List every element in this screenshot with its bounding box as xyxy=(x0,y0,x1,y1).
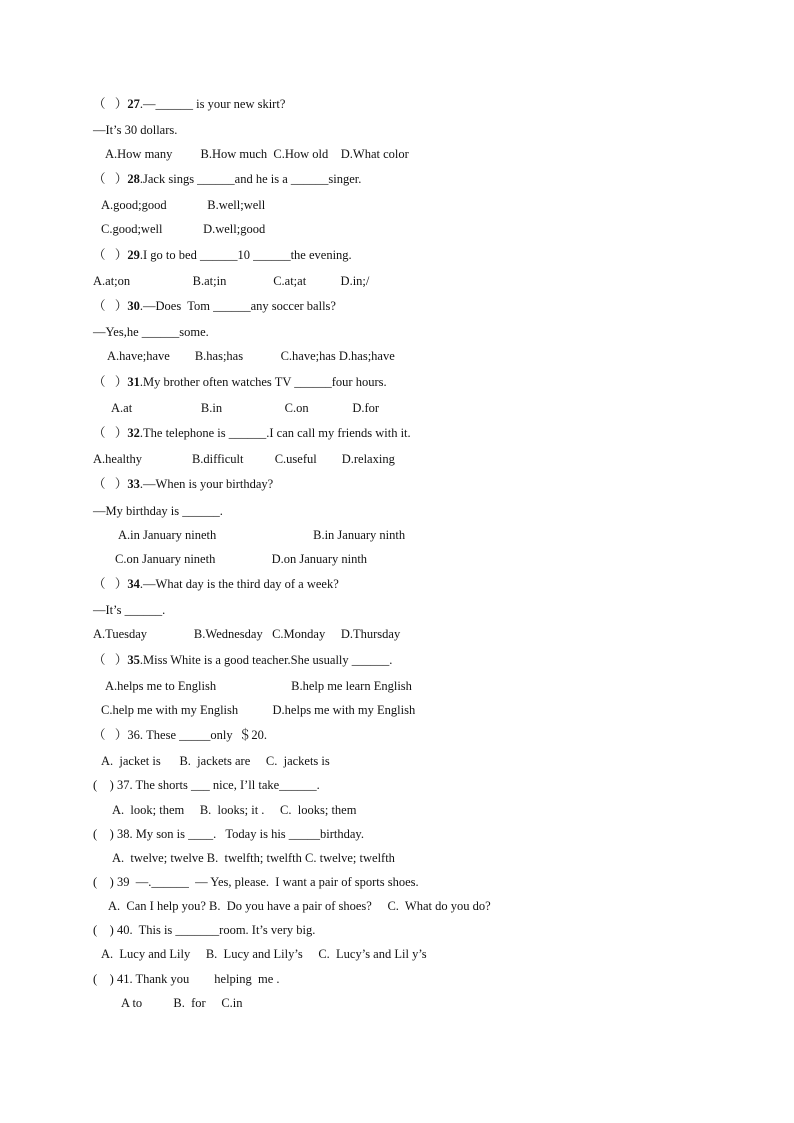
options-37: A. look; them B. looks; it . C. looks; them xyxy=(112,803,357,817)
options-36: A. jacket is B. jackets are C. jackets is xyxy=(101,754,330,768)
question-31: （ ）31.My brother often watches TV ______four hours. xyxy=(93,375,387,389)
options-40: A. Lucy and Lily B. Lucy and Lily’s C. Lucy’s and Lil y’s xyxy=(101,947,427,961)
options-33-cd: C.on January nineth D.on January ninth xyxy=(115,552,368,566)
question-29: （ ）29.I go to bed ______10 ______the evening. xyxy=(93,248,352,262)
options-35-ab: A.helps me to English B.help me learn English xyxy=(105,679,412,693)
options-31: A.at B.in C.on D.for xyxy=(111,401,380,415)
options-27: A.How many B.How much C.How old D.What color xyxy=(105,147,409,161)
question-39: ( ) 39 —.______ — Yes, please. I want a pair of sports shoes. xyxy=(93,875,419,889)
question-38: ( ) 38. My son is ____. Today is his _____birthday. xyxy=(93,827,364,841)
question-30: （ ）30.—Does Tom ______any soccer balls? xyxy=(93,299,336,313)
options-28-ab: A.good;good B.well;well xyxy=(101,198,266,212)
options-39: A. Can I help you? B. Do you have a pair of shoes? C. What do you do? xyxy=(108,899,491,913)
options-38: A. twelve; twelve B. twelfth; twelfth C. twelve; twelfth xyxy=(112,851,395,865)
question-37: ( ) 37. The shorts ___ nice, I’ll take______. xyxy=(93,778,320,792)
question-32: （ ）32.The telephone is ______.I can call my friends with it. xyxy=(93,426,411,440)
answer-line: —It’s ______. xyxy=(93,603,166,617)
question-41: ( ) 41. Thank you helping me . xyxy=(93,972,280,986)
question-35: （ ）35.Miss White is a good teacher.She usually ______. xyxy=(93,653,393,667)
options-28-cd: C.good;well D.well;good xyxy=(101,222,266,236)
question-40: ( ) 40. This is _______room. It’s very big. xyxy=(93,923,316,937)
options-30: A.have;have B.has;has C.have;has D.has;have xyxy=(107,349,395,363)
options-35-cd: C.help me with my English D.helps me with my English xyxy=(101,703,416,717)
question-28: （ ）28.Jack sings ______and he is a ______singer. xyxy=(93,172,362,186)
options-41: A to B. for C.in xyxy=(121,996,243,1010)
options-33-ab: A.in January nineth B.in January ninth xyxy=(118,528,406,542)
question-33: （ ）33.—When is your birthday? xyxy=(93,477,274,491)
options-34: A.Tuesday B.Wednesday C.Monday D.Thursday xyxy=(93,627,401,641)
question-27: （ ）27.—______ is your new skirt? xyxy=(93,97,286,111)
options-32: A.healthy B.difficult C.useful D.relaxing xyxy=(93,452,395,466)
question-36: （ ）36. These _____only ＄20. xyxy=(93,728,267,742)
answer-line: —It’s 30 dollars. xyxy=(93,123,178,137)
answer-line: —My birthday is ______. xyxy=(93,504,223,518)
answer-line: —Yes,he ______some. xyxy=(93,325,209,339)
question-34: （ ）34.—What day is the third day of a week? xyxy=(93,577,339,591)
options-29: A.at;on B.at;in C.at;at D.in;/ xyxy=(93,274,370,288)
